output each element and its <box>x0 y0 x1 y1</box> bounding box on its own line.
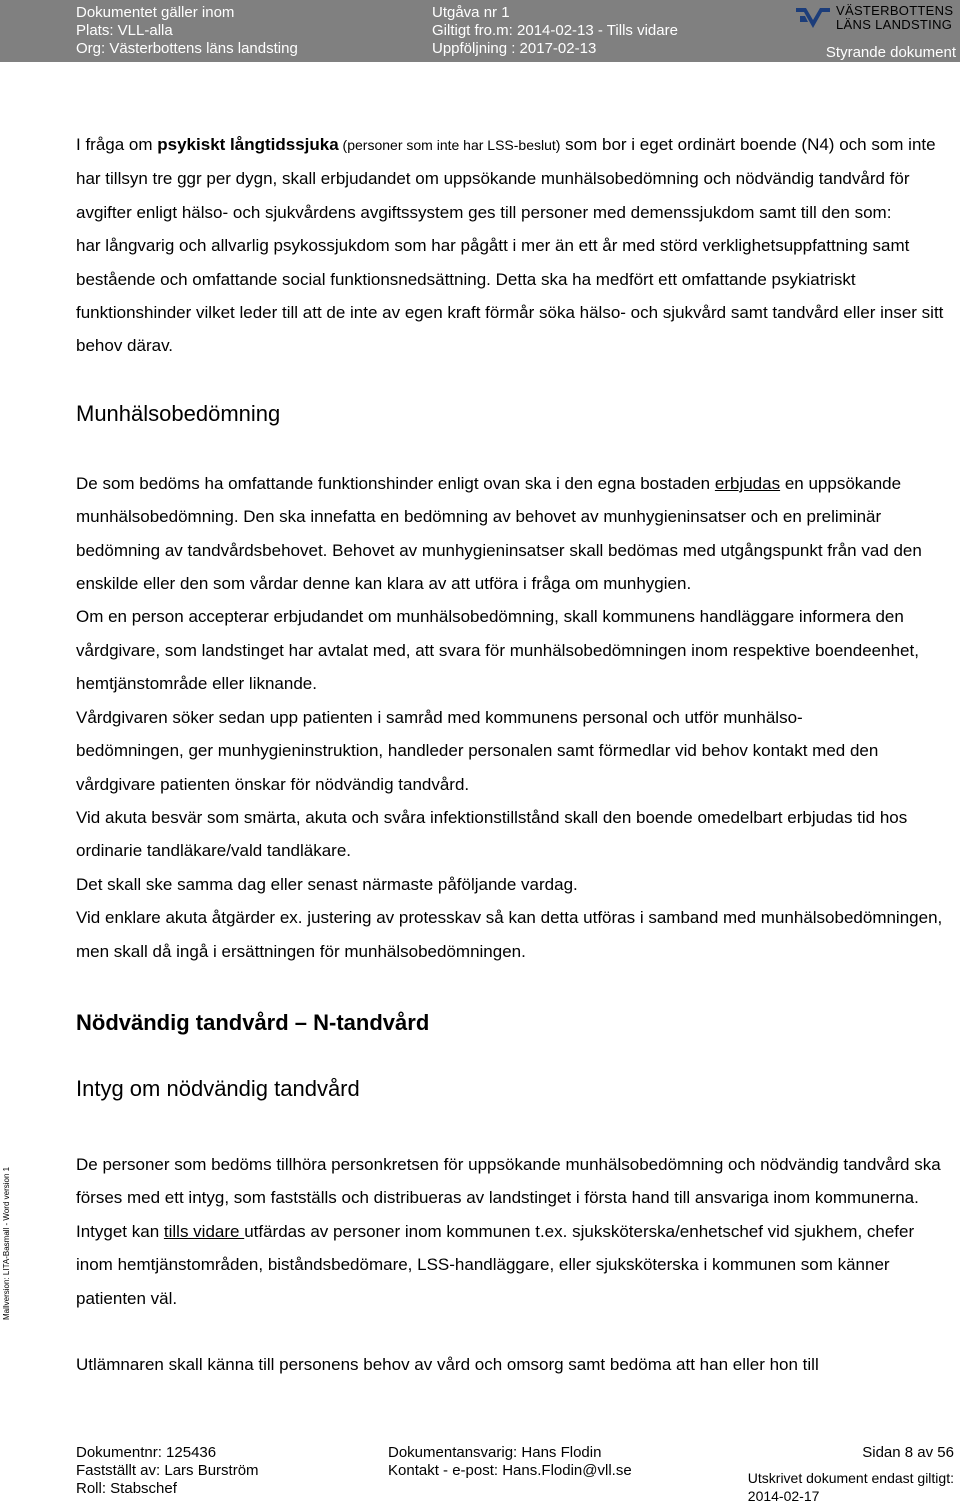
logo-line-1: VÄSTERBOTTENS <box>836 3 954 18</box>
p1-small: (personer som inte har LSS-beslut) <box>338 137 561 153</box>
p5-line-1: Vårdgivaren söker sedan upp patienten i samråd med kommunens personal och utför munhälso- <box>76 707 803 727</box>
heading-munhalsobedomning: Munhälsobedömning <box>76 400 281 426</box>
p1-text-b: som bor i eget ordinärt boende (N4) och som inte har tillsyn tre ggr per dygn, skall erbjudandet om uppsökande munhälsobedömning och nödvändig tandvård för avgifter enligt hälso- och sjukvårdens avgiftssystem ges till personer med demenssjukdom samt till den som: <box>76 135 936 222</box>
paragraph-3 <box>76 467 952 601</box>
vll-logo-text <box>836 4 953 32</box>
header-applies: Dokumentet gäller inom <box>76 4 235 21</box>
paragraph-10: Utlämnaren skall känna till personens behov av vård och omsorg samt bedöma att han eller hon till <box>76 1354 819 1374</box>
footer-approved-by: Fastställt av: Lars Burström <box>76 1462 259 1479</box>
paragraph-6: Vid akuta besvär som smärta, akuta och svåra infektionstillstånd skall den boende omedelbart erbjudas tid hos ordinarie tandläkare/vald tandläkare. <box>76 807 908 861</box>
footer-print-valid: Utskrivet dokument endast giltigt: <box>747 1470 954 1486</box>
p9-underlined: tills vidare <box>163 1221 245 1241</box>
heading-intyg: Intyg om nödvändig tandvård <box>76 1075 360 1101</box>
p1-bold: psykiskt långtidssjuka <box>157 135 339 154</box>
logo-line-2: LÄNS LANDSTING <box>836 17 953 32</box>
footer-middle <box>388 1444 632 1480</box>
header-valid-from: Giltigt fro.m: 2014-02-13 - Tills vidare <box>432 22 678 39</box>
paragraph-9 <box>76 1148 952 1315</box>
p3-text-b: en uppsökande munhälsobedömning. Den ska innefatta en bedömning av behovet av munhygieninsatser och en preliminär bedömning av tandvårdsbehovet. Behovet av munhygieninsatser skall bedömas med utgångspunkt från vad den enskilde eller den som vårdar denne kan klara av att utföra i fråga om munhygien. <box>76 473 922 594</box>
paragraph-gap <box>76 1315 952 1348</box>
p3-text-a: De som bedöms ha omfattande funktionshinder enligt ovan ska i den egna bostaden <box>76 473 715 493</box>
paragraph-1 <box>76 128 952 229</box>
paragraph-8: Vid enklare akuta åtgärder ex. justering av protesskav så kan detta utföras i samband med munhälsobedömningen, men skall då ingå i ersättningen för munhälsobedömningen. <box>76 908 943 961</box>
p5-line-2: bedömningen, ger munhygieninstruktion, handleder personalen samt förmedlar vid behov kontakt med den vårdgivare patienten önskar för nödvändig tandvård. <box>76 741 879 794</box>
footer-left <box>76 1444 259 1498</box>
p3-underlined: erbjudas <box>714 473 781 493</box>
footer-contact: Kontakt - e-post: Hans.Flodin@vll.se <box>388 1462 632 1479</box>
footer-doc-number: Dokumentnr: 125436 <box>76 1444 217 1461</box>
vll-logo-mark-icon <box>796 6 830 30</box>
paragraph-2: har långvarig och allvarlig psykossjukdom som har pågått i mer än ett år med störd verklighetsuppfattning samt bestående och omfattande social funktionsnedsättning. Detta ska ha medfört ett omfattande psykiatriskt funktionshinder vilket leder till att de inte av egen kraft förmår söka hälso- och sjukvård samt tandvård eller inser sitt behov därav. <box>76 236 944 356</box>
heading-nodvandig-tandvard: Nödvändig tandvård – N-tandvård <box>76 1009 430 1035</box>
header-place: Plats: VLL-alla <box>76 22 173 39</box>
header-edition: Utgåva nr 1 <box>432 4 510 21</box>
footer-right <box>748 1444 954 1505</box>
footer-responsible: Dokumentansvarig: Hans Flodin <box>388 1444 602 1461</box>
template-version-side-text: Mallversion: LITA-Basmall - Word version 1 <box>2 1166 11 1320</box>
footer-print-date: 2014-02-17 <box>747 1488 820 1504</box>
header-followup: Uppföljning : 2017-02-13 <box>432 40 597 57</box>
header-doc-type: Styrande dokument <box>825 44 956 61</box>
header-middle <box>432 4 678 58</box>
paragraph-5 <box>76 701 952 801</box>
header-right <box>818 44 956 80</box>
paragraph-4: Om en person accepterar erbjudandet om munhälsobedömning, skall kommunens handläggare informera den vårdgivare, som landstinget har avtalat med, att svara för munhälsobedömningen inom respektive boendeenhet, hemtjänstområde eller liknande. <box>76 607 919 694</box>
p9-text-b: utfärdas av personer inom kommunen t.ex. sjuksköterska/enhetschef vid sjukhem, chefer inom hemtjänstområden, biståndsbedömare, LSS-handläggare, eller sjuksköterska i kommunen som känner patienten väl. <box>76 1221 915 1308</box>
footer-page-number: Sidan 8 av 56 <box>862 1444 954 1461</box>
header-doc-subtype: Riktlinjer <box>898 62 956 79</box>
header-org: Org: Västerbottens läns landsting <box>76 40 298 57</box>
vll-logo <box>796 2 956 38</box>
paragraph-7: Det skall ske samma dag eller senast närmaste påföljande vardag. <box>76 874 578 894</box>
footer-role: Roll: Stabschef <box>76 1480 177 1497</box>
p9-text-a: De personer som bedöms tillhöra personkretsen för uppsökande munhälsobedömning och nödvändig tandvård ska förses med ett intyg, som fastställs och distribueras av landstinget i första hand till ansvariga inom kommunerna. Intyget kan <box>76 1154 941 1241</box>
document-body <box>76 128 952 1381</box>
header-left <box>76 4 298 58</box>
p1-text-a: I fråga om <box>76 135 158 154</box>
